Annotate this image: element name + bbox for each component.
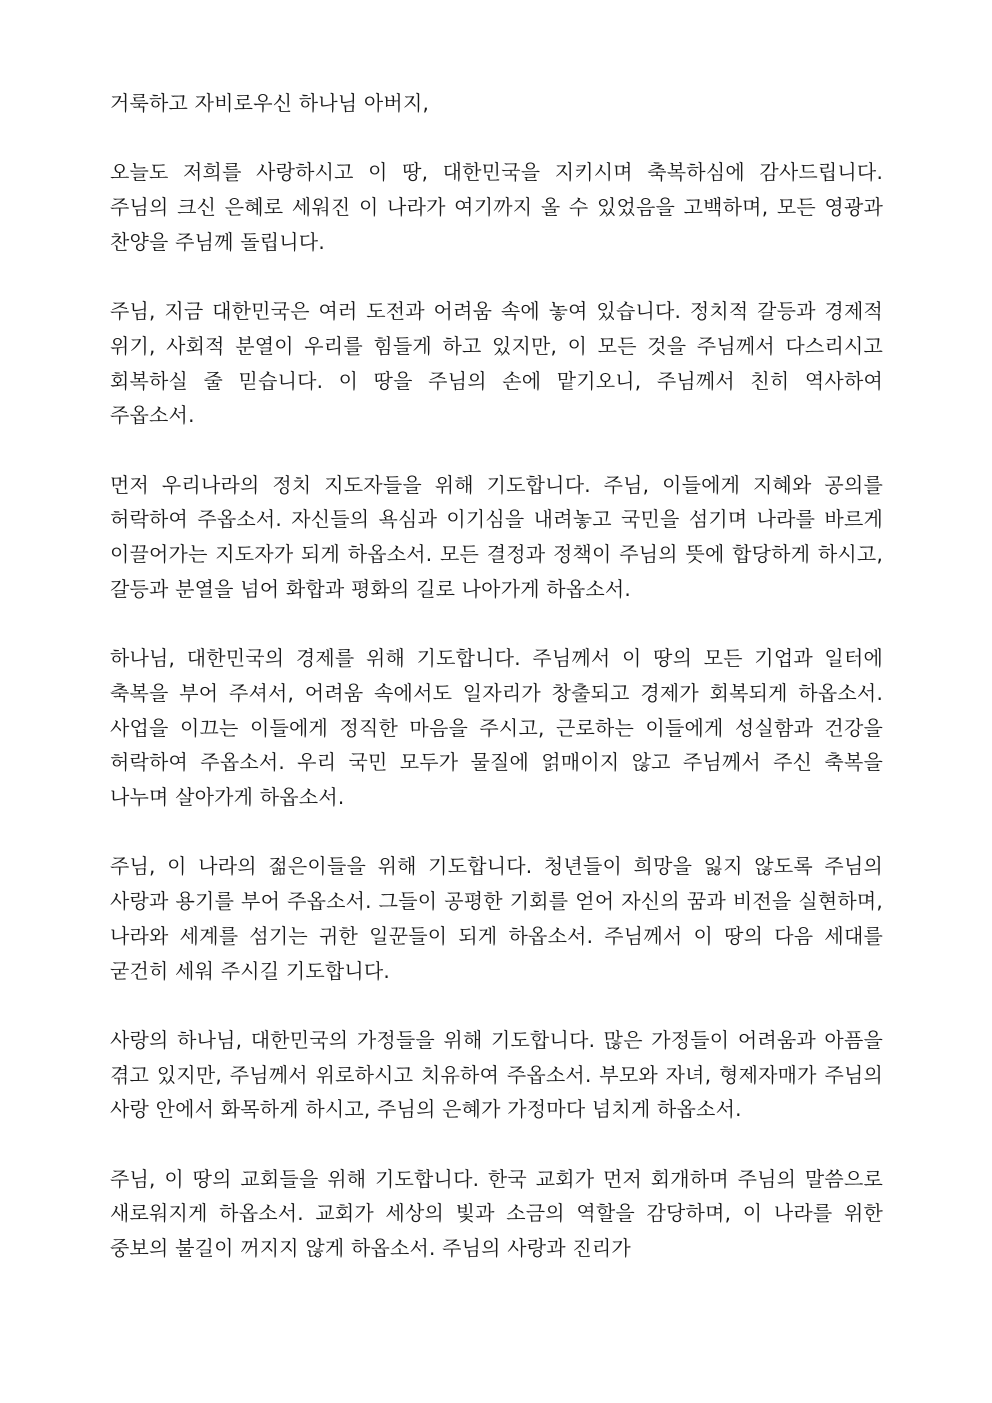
paragraph-young-people: 주님, 이 나라의 젊은이들을 위해 기도합니다. 청년들이 희망을 잃지 않도록 주님의 사랑과 용기를 부어 주옵소서. 그들이 공평한 기회를 얻어 자신의 꿈과 비전을 실현하며, 나라와 세계를 섬기는 귀한 일꾼들이 되게 하옵소서. 주님께서 이 땅의 다음 세대를 굳건히 세워 주시길 기도합니다.: [110, 854, 883, 983]
paragraph-national-challenges: 주님, 지금 대한민국은 여러 도전과 어려움 속에 놓여 있습니다. 정치적 갈등과 경제적 위기, 사회적 분열이 우리를 힘들게 하고 있지만, 이 모든 것을 주님께서 다스리시고 회복하실 줄 믿습니다. 이 땅을 주님의 손에 맡기오니, 주님께서 친히 역사하여 주옵소서.: [110, 299, 883, 428]
paragraph-opening-address: 거룩하고 자비로우신 하나님 아버지,: [110, 91, 430, 115]
paragraph-thanksgiving: 오늘도 저희를 사랑하시고 이 땅, 대한민국을 지키시며 축복하심에 감사드립니다. 주님의 크신 은혜로 세워진 이 나라가 여기까지 올 수 있었음을 고백하며, 모든 영광과 찬양을 주님께 돌립니다.: [110, 160, 883, 254]
paragraph-economy: 하나님, 대한민국의 경제를 위해 기도합니다. 주님께서 이 땅의 모든 기업과 일터에 축복을 부어 주셔서, 어려움 속에서도 일자리가 창출되고 경제가 회복되게 하옵소서. 사업을 이끄는 이들에게 정직한 마음을 주시고, 근로하는 이들에게 성실함과 건강을 허락하여 주옵소서. 우리 국민 모두가 물질에 얽매이지 않고 주님께서 주신 축복을 나누며 살아가게 하옵소서.: [110, 646, 883, 809]
paragraph-churches: 주님, 이 땅의 교회들을 위해 기도합니다. 한국 교회가 먼저 회개하며 주님의 말씀으로 새로워지게 하옵소서. 교회가 세상의 빛과 소금의 역할을 감당하며, 이 나라를 위한 중보의 불길이 꺼지지 않게 하옵소서. 주님의 사랑과 진리가: [110, 1166, 883, 1261]
prayer-text-body: [110, 86, 883, 1266]
paragraph-political-leaders: 먼저 우리나라의 정치 지도자들을 위해 기도합니다. 주님, 이들에게 지혜와 공의를 허락하여 주옵소서. 자신들의 욕심과 이기심을 내려놓고 국민을 섬기며 나라를 바르게 이끌어가는 지도자가 되게 하옵소서. 모든 결정과 정책이 주님의 뜻에 합당하게 하시고, 갈등과 분열을 넘어 화합과 평화의 길로 나아가게 하옵소서.: [110, 472, 883, 601]
paragraph-families: 사랑의 하나님, 대한민국의 가정들을 위해 기도합니다. 많은 가정들이 어려움과 아픔을 겪고 있지만, 주님께서 위로하시고 치유하여 주옵소서. 부모와 자녀, 형제자매가 주님의 사랑 안에서 화목하게 하시고, 주님의 은혜가 가정마다 넘치게 하옵소서.: [110, 1027, 883, 1122]
